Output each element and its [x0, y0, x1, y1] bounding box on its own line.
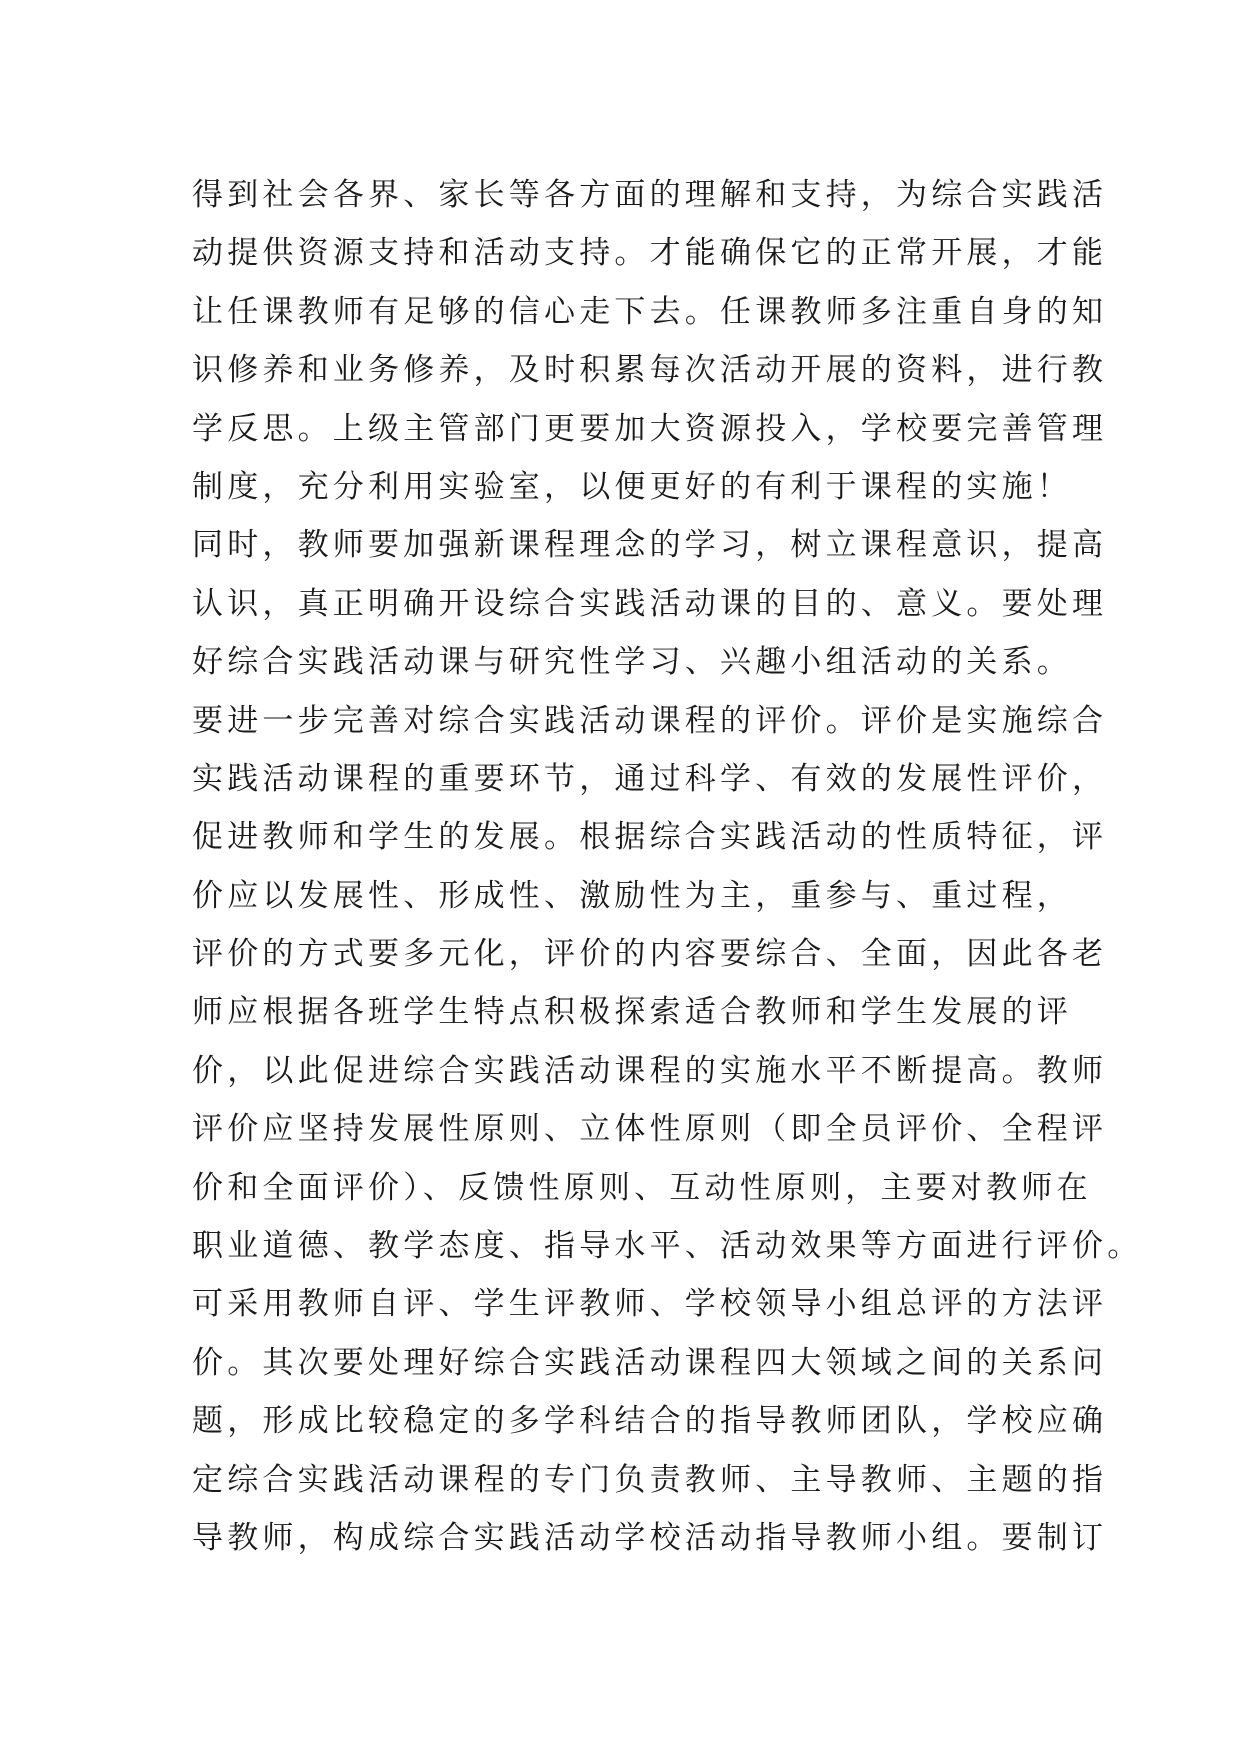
text-line: 动提供资源支持和活动支持。才能确保它的正常开展，才能 [192, 235, 1108, 272]
text-line: 师应根据各班学生特点积极探索适合教师和学生发展的评 [192, 994, 1072, 1031]
text-line: 认识，真正明确开设综合实践活动课的目的、意义。要处理 [192, 585, 1108, 622]
text-line: 评价应坚持发展性原则、立体性原则（即全员评价、全程评 [192, 1111, 1108, 1148]
text-line: 价和全面评价）、反馈性原则、互动性原则，主要对教师在 [192, 1169, 1092, 1206]
text-line: 识修养和业务修养，及时积累每次活动开展的资料，进行教 [192, 352, 1108, 389]
text-line: 让任课教师有足够的信心走下去。任课教师多注重自身的知 [192, 293, 1108, 330]
text-line: 定综合实践活动课程的专门负责教师、主导教师、主题的指 [192, 1461, 1108, 1498]
text-line: 同时，教师要加强新课程理念的学习，树立课程意识，提高 [192, 527, 1108, 564]
text-line: 导教师，构成综合实践活动学校活动指导教师小组。要制订 [192, 1519, 1108, 1556]
text-line: 学反思。上级主管部门更要加大资源投入，学校要完善管理 [192, 410, 1108, 447]
text-line: 制度，充分利用实验室，以便更好的有利于课程的实施！ [192, 468, 1072, 505]
text-line: 得到社会各界、家长等各方面的理解和支持，为综合实践活 [192, 177, 1108, 213]
text-line: 好综合实践活动课与研究性学习、兴趣小组活动的关系。 [192, 644, 1072, 681]
text-line: 价，以此促进综合实践活动课程的实施水平不断提高。教师 [192, 1052, 1108, 1089]
body-text [192, 166, 1143, 1567]
text-line: 评价的方式要多元化，评价的内容要综合、全面，因此各老 [192, 936, 1108, 973]
text-line: 实践活动课程的重要环节，通过科学、有效的发展性评价， [192, 760, 1108, 797]
text-line: 促进教师和学生的发展。根据综合实践活动的性质特征，评 [192, 819, 1108, 856]
text-line: 要进一步完善对综合实践活动课程的评价。评价是实施综合 [192, 702, 1108, 739]
text-line: 可采用教师自评、学生评教师、学校领导小组总评的方法评 [192, 1286, 1108, 1323]
text-line: 职业道德、教学态度、指导水平、活动效果等方面进行评价。 [192, 1228, 1143, 1265]
text-line: 价应以发展性、形成性、激励性为主，重参与、重过程， [192, 877, 1072, 914]
text-line: 题，形成比较稳定的多学科结合的指导教师团队，学校应确 [192, 1403, 1108, 1440]
text-line: 价。其次要处理好综合实践活动课程四大领域之间的关系问 [192, 1344, 1108, 1381]
